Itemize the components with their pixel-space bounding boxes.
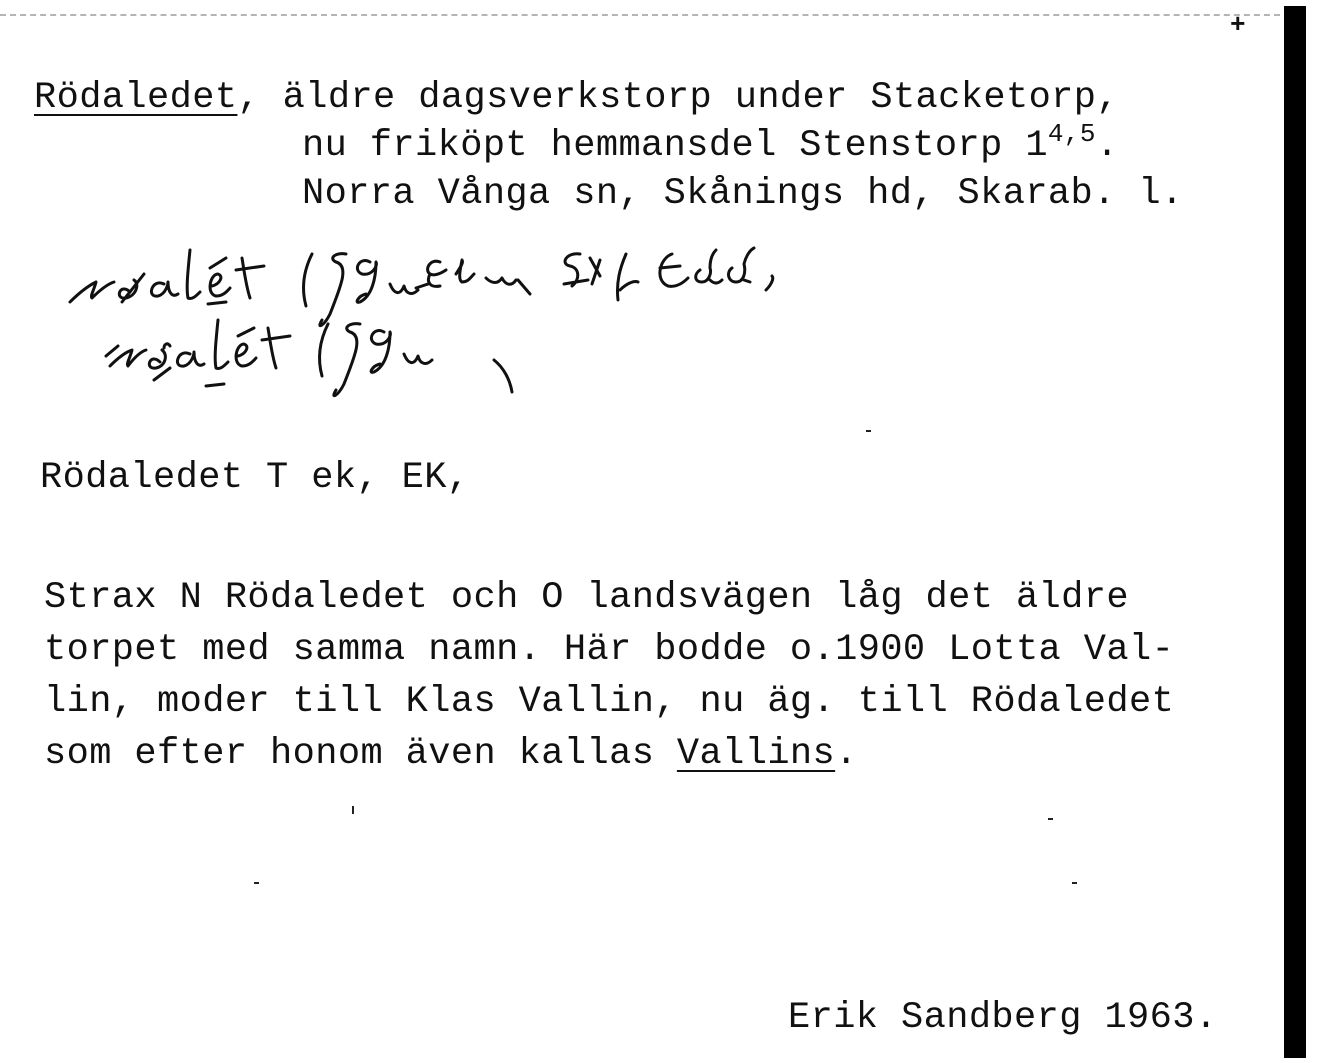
- heading-superscript: 4,5: [1047, 119, 1096, 149]
- scan-speck: [352, 806, 354, 814]
- heading-line-2: nu friköpt hemmansdel Stenstorp 1$^{4,5}$.: [302, 119, 1119, 167]
- signature: Erik Sandberg 1963.: [788, 997, 1218, 1039]
- scan-speck: [1048, 818, 1053, 820]
- plus-mark-icon: +: [1230, 10, 1246, 40]
- body-line-3: lin, moder till Klas Vallin, nu äg. till Rödaledet: [44, 681, 1175, 723]
- body-line-2: torpet med samma namn. Här bodde o.1900 Lotta Val-: [44, 629, 1175, 671]
- scan-speck: [866, 430, 871, 432]
- heading-line-1: [34, 77, 1119, 119]
- card-top-edge: [0, 14, 1290, 16]
- heading-line-3: Norra Vånga sn, Skånings hd, Skarab. l.: [302, 173, 1184, 215]
- body-line-1: Strax N Rödaledet och O landsvägen låg det äldre: [44, 577, 1129, 619]
- scan-speck: [1072, 882, 1077, 884]
- scan-speck: [254, 882, 259, 884]
- handwritten-pronunciation: [60, 240, 940, 420]
- card-right-edge: [1284, 6, 1306, 1058]
- heading-description: , äldre dagsverkstorp under Stacketorp,: [237, 77, 1119, 119]
- map-reference: Rödaledet T ek, EK,: [40, 457, 470, 499]
- body-line-4: som efter honom även kallas Vallins.: [44, 733, 858, 775]
- alternate-name: Vallins: [676, 733, 836, 775]
- place-name: Rödaledet: [34, 77, 238, 119]
